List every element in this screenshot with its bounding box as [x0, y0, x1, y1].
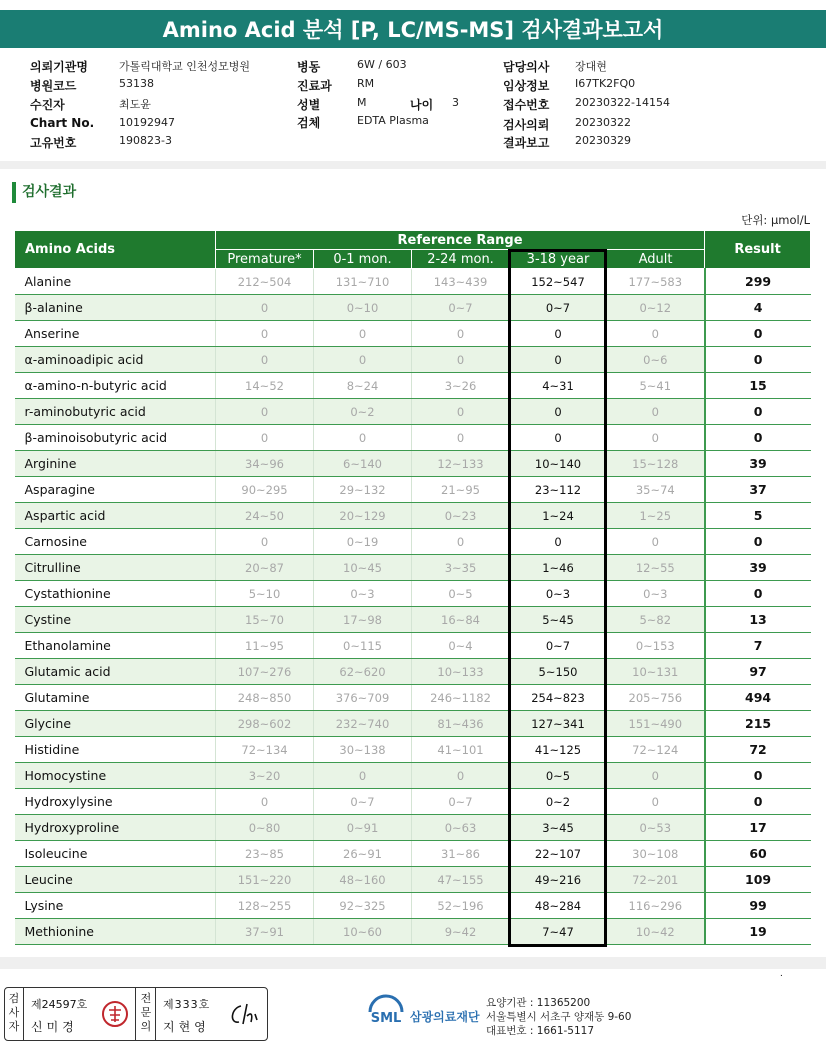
address: 서울특별시 서초구 양재동 9-60	[486, 1011, 632, 1023]
col-header-amino-acids: Amino Acids	[15, 231, 216, 269]
result-value: 17	[705, 815, 811, 841]
reference-range-cell: 0~5	[412, 581, 510, 607]
reference-range-cell: 205~756	[607, 685, 705, 711]
reference-range-cell: 20~129	[314, 503, 412, 529]
table-row	[15, 477, 811, 503]
reference-range-cell: 232~740	[314, 711, 412, 737]
reference-range-cell: 10~133	[412, 659, 510, 685]
result-value: 37	[705, 477, 811, 503]
reference-range-cell: 0~80	[216, 815, 314, 841]
reference-range-cell: 6~140	[314, 451, 412, 477]
amino-acid-name: Histidine	[15, 737, 216, 763]
reference-range-cell: 20~87	[216, 555, 314, 581]
specimen-value: EDTA Plasma	[357, 114, 429, 127]
reference-range-cell: 3~20	[216, 763, 314, 789]
reference-range-cell: 0~2	[510, 789, 607, 815]
reference-range-cell: 0	[412, 763, 510, 789]
reference-range-cell: 0	[412, 425, 510, 451]
dot-mark: .	[780, 968, 783, 979]
amino-acid-name: Isoleucine	[15, 841, 216, 867]
result-value: 4	[705, 295, 811, 321]
reference-range-cell: 0	[607, 321, 705, 347]
result-value: 0	[705, 789, 811, 815]
receipt-no-label: 접수번호	[503, 98, 550, 112]
reference-range-cell: 5~41	[607, 373, 705, 399]
result-value: 13	[705, 607, 811, 633]
reference-range-cell: 0~5	[510, 763, 607, 789]
reference-range-cell: 212~504	[216, 269, 314, 295]
table-row	[15, 841, 811, 867]
amino-acid-name: r-aminobutyric acid	[15, 399, 216, 425]
hospital-code-value: 53138	[119, 77, 154, 90]
amino-acid-name: Arginine	[15, 451, 216, 477]
sex-value: M	[357, 96, 367, 109]
reference-range-cell: 0	[216, 399, 314, 425]
amino-acid-name: Citrulline	[15, 555, 216, 581]
table-row	[15, 347, 811, 373]
section-title: 검사결과	[12, 182, 76, 203]
reference-range-cell: 9~42	[412, 919, 510, 945]
col-header-reference-range: Reference Range	[216, 231, 705, 250]
reference-range-cell: 17~98	[314, 607, 412, 633]
reference-range-cell: 72~124	[607, 737, 705, 763]
examiner-license: 제24597호	[31, 998, 88, 1011]
result-value: 0	[705, 399, 811, 425]
reference-range-cell: 0~6	[607, 347, 705, 373]
reference-range-cell: 0~153	[607, 633, 705, 659]
reference-range-cell: 0~7	[412, 295, 510, 321]
reference-range-cell: 0~7	[412, 789, 510, 815]
reference-range-cell: 0	[216, 347, 314, 373]
report-date-label: 결과보고	[503, 136, 550, 150]
reference-range-cell: 0	[607, 763, 705, 789]
table-row	[15, 321, 811, 347]
amino-acid-name: β-alanine	[15, 295, 216, 321]
divider	[0, 161, 826, 169]
ward-label: 병동	[297, 60, 321, 74]
reference-range-cell: 30~138	[314, 737, 412, 763]
ref-header-2-24-mon: 2-24 mon.	[412, 250, 510, 269]
table-row	[15, 815, 811, 841]
reference-range-cell: 37~91	[216, 919, 314, 945]
reference-range-cell: 3~45	[510, 815, 607, 841]
reference-range-cell: 81~436	[412, 711, 510, 737]
table-row	[15, 763, 811, 789]
reference-range-cell: 0	[510, 399, 607, 425]
reference-range-cell: 48~160	[314, 867, 412, 893]
reference-range-cell: 0	[314, 347, 412, 373]
reference-range-cell: 248~850	[216, 685, 314, 711]
reference-range-cell: 0~7	[510, 295, 607, 321]
reference-range-cell: 152~547	[510, 269, 607, 295]
institution-value: 가톨릭대학교 인천성모병원	[119, 60, 251, 73]
request-date-label: 검사의뢰	[503, 118, 550, 132]
reference-range-cell: 5~82	[607, 607, 705, 633]
table-row	[15, 581, 811, 607]
examinee-label: 수진자	[30, 98, 65, 112]
reference-range-cell: 23~112	[510, 477, 607, 503]
reference-range-cell: 116~296	[607, 893, 705, 919]
signature-box	[4, 987, 268, 1041]
reference-range-cell: 48~284	[510, 893, 607, 919]
result-value: 0	[705, 321, 811, 347]
sig-divider	[155, 988, 156, 1040]
specimen-label: 검체	[297, 116, 321, 130]
reference-range-cell: 52~196	[412, 893, 510, 919]
reference-range-cell: 90~295	[216, 477, 314, 503]
amino-acid-name: Glutamine	[15, 685, 216, 711]
amino-acid-name: Alanine	[15, 269, 216, 295]
reference-range-cell: 3~26	[412, 373, 510, 399]
age-value: 3	[452, 96, 459, 109]
examiner-name: 신미경	[31, 1020, 78, 1034]
reference-range-cell: 0~91	[314, 815, 412, 841]
signature-icon	[227, 1000, 265, 1030]
reference-range-cell: 0	[607, 789, 705, 815]
table-row	[15, 711, 811, 737]
amino-acid-name: Ethanolamine	[15, 633, 216, 659]
ref-header-3-18-year: 3-18 year	[510, 250, 607, 269]
reference-range-cell: 12~133	[412, 451, 510, 477]
reference-range-cell: 35~74	[607, 477, 705, 503]
reference-range-cell: 49~216	[510, 867, 607, 893]
reference-range-cell: 23~85	[216, 841, 314, 867]
reference-range-cell: 24~50	[216, 503, 314, 529]
reference-range-cell: 151~220	[216, 867, 314, 893]
chart-no-value: 10192947	[119, 116, 175, 129]
reference-range-cell: 1~46	[510, 555, 607, 581]
table-row	[15, 373, 811, 399]
reference-range-cell: 15~128	[607, 451, 705, 477]
reference-range-cell: 0	[412, 347, 510, 373]
result-value: 39	[705, 451, 811, 477]
table-row	[15, 555, 811, 581]
amino-acid-name: Leucine	[15, 867, 216, 893]
unit-label: 단위: μmol/L	[741, 213, 810, 227]
reference-range-cell: 72~134	[216, 737, 314, 763]
result-value: 494	[705, 685, 811, 711]
examinee-value: 최도윤	[119, 98, 151, 111]
doctor-value: 장대현	[575, 60, 607, 73]
reference-range-cell: 4~31	[510, 373, 607, 399]
clinical-info-label: 임상정보	[503, 79, 550, 93]
reference-range-cell: 21~95	[412, 477, 510, 503]
reference-range-cell: 0~10	[314, 295, 412, 321]
amino-acid-name: Glycine	[15, 711, 216, 737]
reference-range-cell: 0~4	[412, 633, 510, 659]
reference-range-cell: 143~439	[412, 269, 510, 295]
table-row	[15, 867, 811, 893]
reference-range-cell: 127~341	[510, 711, 607, 737]
specialist-license: 제333호	[163, 998, 211, 1011]
amino-acid-name: Carnosine	[15, 529, 216, 555]
reference-range-cell: 8~24	[314, 373, 412, 399]
reference-range-cell: 47~155	[412, 867, 510, 893]
reference-range-cell: 298~602	[216, 711, 314, 737]
reference-range-cell: 12~55	[607, 555, 705, 581]
result-value: 39	[705, 555, 811, 581]
table-row	[15, 685, 811, 711]
result-value: 5	[705, 503, 811, 529]
reference-range-cell: 5~150	[510, 659, 607, 685]
reference-range-cell: 0~12	[607, 295, 705, 321]
reference-range-cell: 254~823	[510, 685, 607, 711]
specialist-label: 전문의	[140, 992, 152, 1033]
amino-acid-name: Methionine	[15, 919, 216, 945]
reference-range-cell: 1~25	[607, 503, 705, 529]
reference-range-cell: 0~2	[314, 399, 412, 425]
reference-range-cell: 177~583	[607, 269, 705, 295]
amino-acid-name: Aspartic acid	[15, 503, 216, 529]
doctor-label: 담당의사	[503, 60, 550, 74]
reference-range-cell: 0~23	[412, 503, 510, 529]
reference-range-cell: 15~70	[216, 607, 314, 633]
result-value: 215	[705, 711, 811, 737]
reference-range-cell: 0	[510, 347, 607, 373]
result-value: 60	[705, 841, 811, 867]
reference-range-cell: 10~140	[510, 451, 607, 477]
chart-no-label: Chart No.	[30, 116, 95, 130]
amino-acid-name: β-aminoisobutyric acid	[15, 425, 216, 451]
table-row	[15, 893, 811, 919]
table-row	[15, 529, 811, 555]
reference-range-cell: 0	[216, 529, 314, 555]
result-value: 97	[705, 659, 811, 685]
reference-range-cell: 128~255	[216, 893, 314, 919]
sex-label: 성별	[297, 98, 321, 112]
reference-range-cell: 0	[510, 321, 607, 347]
amino-acid-name: Asparagine	[15, 477, 216, 503]
table-row	[15, 295, 811, 321]
reference-range-cell: 1~24	[510, 503, 607, 529]
result-value: 0	[705, 425, 811, 451]
reference-range-cell: 92~325	[314, 893, 412, 919]
results-table	[14, 230, 811, 945]
reference-range-cell: 0	[314, 321, 412, 347]
reference-range-cell: 0	[216, 295, 314, 321]
reference-range-cell: 10~131	[607, 659, 705, 685]
reference-range-cell: 72~201	[607, 867, 705, 893]
unique-no-label: 고유번호	[30, 136, 77, 150]
amino-acid-name: Homocystine	[15, 763, 216, 789]
table-row	[15, 659, 811, 685]
reference-range-cell: 22~107	[510, 841, 607, 867]
department-label: 진료과	[297, 79, 332, 93]
reference-range-cell: 62~620	[314, 659, 412, 685]
reference-range-cell: 0	[216, 321, 314, 347]
reference-range-cell: 0~7	[510, 633, 607, 659]
age-label: 나이	[410, 98, 434, 112]
amino-acid-name: Cystathionine	[15, 581, 216, 607]
reference-range-cell: 0~115	[314, 633, 412, 659]
sig-divider	[23, 988, 24, 1040]
reference-range-cell: 0~3	[510, 581, 607, 607]
table-row	[15, 503, 811, 529]
amino-acid-name: Lysine	[15, 893, 216, 919]
reference-range-cell: 26~91	[314, 841, 412, 867]
unique-no-value: 190823-3	[119, 134, 172, 147]
result-value: 0	[705, 529, 811, 555]
receipt-no-value: 20230322-14154	[575, 96, 670, 109]
reference-range-cell: 10~45	[314, 555, 412, 581]
table-row	[15, 633, 811, 659]
amino-acid-name: Anserine	[15, 321, 216, 347]
reference-range-cell: 29~132	[314, 477, 412, 503]
hospital-code-label: 병원코드	[30, 79, 77, 93]
ref-header-0-1-mon: 0-1 mon.	[314, 250, 412, 269]
patient-info	[0, 56, 826, 156]
examiner-label: 검사자	[8, 992, 20, 1033]
reference-range-cell: 376~709	[314, 685, 412, 711]
reference-range-cell: 246~1182	[412, 685, 510, 711]
result-value: 72	[705, 737, 811, 763]
amino-acid-name: Hydroxyproline	[15, 815, 216, 841]
logo-text: SML	[370, 1011, 402, 1026]
report-title: Amino Acid 분석 [P, LC/MS-MS] 검사결과보고서	[0, 10, 826, 48]
result-value: 0	[705, 347, 811, 373]
ref-header-adult: Adult	[607, 250, 705, 269]
amino-acid-name: Cystine	[15, 607, 216, 633]
reference-range-cell: 41~101	[412, 737, 510, 763]
result-value: 0	[705, 581, 811, 607]
reference-range-cell: 0~53	[607, 815, 705, 841]
reference-range-cell: 0	[314, 763, 412, 789]
table-row	[15, 425, 811, 451]
footer-divider	[0, 957, 826, 969]
reference-range-cell: 151~490	[607, 711, 705, 737]
reference-range-cell: 5~10	[216, 581, 314, 607]
result-value: 299	[705, 269, 811, 295]
table-row	[15, 451, 811, 477]
department-value: RM	[357, 77, 375, 90]
company-name: 삼광의료재단	[410, 1010, 480, 1024]
reference-range-cell: 0	[510, 425, 607, 451]
specialist-name: 지현영	[163, 1020, 210, 1034]
agency-no: 요양기관 : 11365200	[486, 997, 591, 1009]
reference-range-cell: 0	[607, 529, 705, 555]
ward-value: 6W / 603	[357, 58, 407, 71]
reference-range-cell: 3~35	[412, 555, 510, 581]
result-value: 7	[705, 633, 811, 659]
results-body	[15, 269, 811, 945]
amino-acid-name: Hydroxylysine	[15, 789, 216, 815]
reference-range-cell: 0	[216, 789, 314, 815]
ref-header-premature: Premature*	[216, 250, 314, 269]
phone: 대표번호 : 1661-5117	[486, 1025, 595, 1037]
sig-divider	[135, 988, 136, 1040]
reference-range-cell: 0	[510, 529, 607, 555]
table-row	[15, 789, 811, 815]
reference-range-cell: 10~42	[607, 919, 705, 945]
reference-range-cell: 16~84	[412, 607, 510, 633]
table-row	[15, 269, 811, 295]
reference-range-cell: 31~86	[412, 841, 510, 867]
result-value: 15	[705, 373, 811, 399]
table-row	[15, 399, 811, 425]
institution-label: 의뢰기관명	[30, 60, 88, 74]
amino-acid-name: α-amino-n-butyric acid	[15, 373, 216, 399]
result-value: 0	[705, 763, 811, 789]
reference-range-cell: 0	[412, 399, 510, 425]
result-value: 19	[705, 919, 811, 945]
reference-range-cell: 107~276	[216, 659, 314, 685]
amino-acid-name: α-aminoadipic acid	[15, 347, 216, 373]
reference-range-cell: 10~60	[314, 919, 412, 945]
reference-range-cell: 34~96	[216, 451, 314, 477]
reference-range-cell: 0	[412, 529, 510, 555]
company-address	[486, 996, 631, 1038]
reference-range-cell: 7~47	[510, 919, 607, 945]
col-header-result: Result	[705, 231, 811, 269]
reference-range-cell: 0	[607, 425, 705, 451]
table-row	[15, 607, 811, 633]
reference-range-cell: 11~95	[216, 633, 314, 659]
table-row	[15, 919, 811, 945]
request-date-value: 20230322	[575, 116, 631, 129]
result-value: 109	[705, 867, 811, 893]
reference-range-cell: 0	[412, 321, 510, 347]
report-date-value: 20230329	[575, 134, 631, 147]
table-row	[15, 737, 811, 763]
amino-acid-name: Glutamic acid	[15, 659, 216, 685]
reference-range-cell: 0~19	[314, 529, 412, 555]
clinical-info-value: I67TK2FQ0	[575, 77, 636, 90]
reference-range-cell: 0	[607, 399, 705, 425]
seal-stamp-icon	[101, 1000, 129, 1028]
result-value: 99	[705, 893, 811, 919]
reference-range-cell: 131~710	[314, 269, 412, 295]
reference-range-cell: 0~3	[314, 581, 412, 607]
reference-range-cell: 0	[314, 425, 412, 451]
reference-range-cell: 5~45	[510, 607, 607, 633]
reference-range-cell: 0~63	[412, 815, 510, 841]
reference-range-cell: 41~125	[510, 737, 607, 763]
reference-range-cell: 0~3	[607, 581, 705, 607]
reference-range-cell: 14~52	[216, 373, 314, 399]
sml-logo-icon	[366, 992, 406, 1032]
reference-range-cell: 0	[216, 425, 314, 451]
reference-range-cell: 0~7	[314, 789, 412, 815]
reference-range-cell: 30~108	[607, 841, 705, 867]
